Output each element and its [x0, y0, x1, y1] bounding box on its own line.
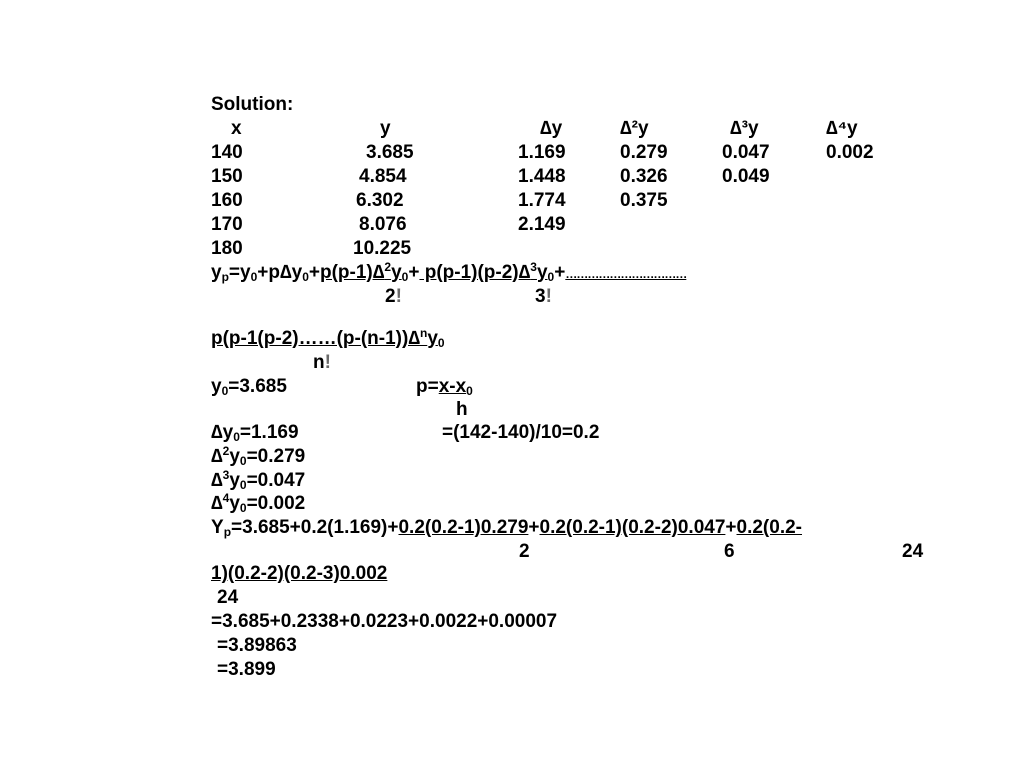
substitution-denominator: 2	[519, 541, 530, 562]
substitution-fraction: 0.2(0.2-1)(0.2-2)0.047	[539, 517, 726, 538]
cell-delta2-y: 0.279	[620, 142, 668, 163]
substitution-denominator: 24	[217, 587, 239, 608]
cell-delta2-y: 0.326	[620, 166, 668, 187]
cell-delta-y: 1.169	[518, 142, 566, 163]
general-term	[211, 328, 445, 350]
formula-fraction-numerator: $p(p-1)(p-2)\Delta^3y_0$	[419, 260, 555, 284]
formula-term: =y	[228, 262, 251, 283]
formula-subscript: p	[221, 270, 229, 284]
substitution-fraction: 0.2(0.2-1)0.279	[398, 517, 529, 538]
formula-term: +p∆y	[257, 262, 303, 283]
formula-ellipsis: ……………………………	[565, 267, 687, 281]
header-delta-y: ∆y	[540, 118, 563, 139]
substitution-denominator: 6	[724, 541, 735, 562]
formula-term: +	[554, 262, 566, 283]
cell-delta3-y: 0.049	[722, 166, 770, 187]
header-delta4-y: ∆⁴y	[826, 118, 858, 139]
delta-y0-value: $\Delta y_0=1.169$	[211, 422, 299, 444]
header-delta2-y: ∆²y	[620, 118, 649, 139]
cell-delta-y: 1.774	[518, 190, 566, 211]
formula-term: +	[308, 262, 320, 283]
newton-formula	[211, 262, 686, 284]
cell-x: 140	[211, 142, 243, 163]
formula-term: +	[408, 262, 420, 283]
result-approx: =3.89863	[217, 635, 297, 656]
cell-y: 6.302	[356, 190, 404, 211]
general-term-denominator: n!	[313, 352, 331, 373]
formula-denominator: 3!	[535, 286, 552, 307]
cell-delta-y: 2.149	[518, 214, 566, 235]
substitution-continued: 1)(0.2-2)(0.2-3)0.002	[211, 563, 388, 584]
cell-y: 3.685	[366, 142, 414, 163]
solution-title: Solution:	[211, 94, 294, 115]
result-final: =3.899	[217, 659, 276, 680]
header-x: x	[231, 118, 242, 139]
y0-value: $y_0=3.685$	[211, 376, 287, 398]
header-y: y	[380, 118, 391, 139]
general-term-numerator: $p(p-1(p-2)\dots\dots(p-(n-1))\Delta^ny_0$	[211, 326, 445, 350]
delta2-y0-value: $\Delta^2y_0=0.279$	[211, 444, 306, 468]
formula-subscript: 0	[302, 270, 309, 284]
formula-subscript: 0	[250, 270, 258, 284]
formula-term: y	[211, 262, 222, 283]
header-delta3-y: ∆³y	[730, 118, 759, 139]
delta3-y0-value: $\Delta^3y_0=0.047$	[211, 468, 306, 492]
cell-delta3-y: 0.047	[722, 142, 770, 163]
cell-y: 4.854	[359, 166, 407, 187]
delta4-y0-value: $\Delta^4y_0=0.002$	[211, 491, 306, 515]
p-value: =(142-140)/10=0.2	[442, 422, 600, 443]
result-sum: =3.685+0.2338+0.0223+0.0022+0.00007	[211, 611, 558, 632]
cell-delta4-y: 0.002	[826, 142, 874, 163]
cell-x: 170	[211, 214, 243, 235]
formula-denominator: 2!	[385, 286, 402, 307]
substitution-denominator: 24	[902, 541, 924, 562]
cell-x: 160	[211, 190, 243, 211]
cell-y: 10.225	[353, 238, 412, 259]
p-denominator: h	[456, 399, 468, 420]
cell-y: 8.076	[359, 214, 407, 235]
substitution-line: $Y_p=3.685+0.2(1.169)+0.2(0.2-1)0.279+0.2(0.2-1)(0.2-2)0.047+0.2(0.2-$	[211, 517, 802, 539]
substitution-fraction: 0.2(0.2-	[736, 517, 802, 538]
p-definition: $p=x-x_0$	[416, 376, 473, 398]
cell-delta2-y: 0.375	[620, 190, 668, 211]
cell-x: 180	[211, 238, 243, 259]
formula-fraction-numerator: $p(p-1)\Delta^2y_0$	[319, 260, 409, 284]
cell-x: 150	[211, 166, 243, 187]
cell-delta-y: 1.448	[518, 166, 566, 187]
